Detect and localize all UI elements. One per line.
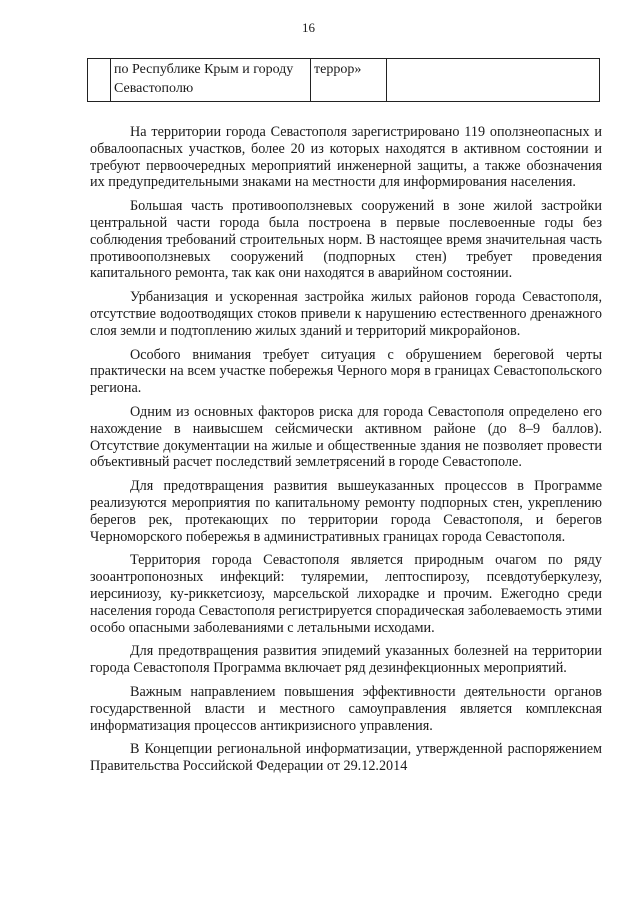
table-row — [88, 59, 600, 102]
paragraph-anti-landslide-structures: Большая часть противооползневых сооружений в зоне жилой застройки центральной части города была построена в первые послевоенные годы без соблюдения требований строительных норм. В настоящее время значительная часть противооползневых сооружений (подпорных стен) требует проведения капитального ремонта, так как они находятся в аварийном состоянии. — [90, 198, 602, 282]
paragraph-coastline: Особого внимания требует ситуация с обрушением береговой черты практически на всем участке побережья Черного моря в границах Севастопольского региона. — [90, 346, 602, 397]
paragraph-epidemics: Для предотвращения развития эпидемий указанных болезней на территории города Севастополя Программа включает ряд дезинфекционных мероприятий. — [90, 643, 602, 677]
document-body — [90, 124, 602, 782]
paragraph-infections: Территория города Севастополя является природным очагом по ряду зооантропонозных инфекций: туляремии, лептоспирозу, псевдотуберкулезу, иерсиниозу, ку-риккетсиозу, марсельской лихорадке и прочим. Ежегодно среди населения города Севастополя регистрируется спорадическая заболеваемость этими особо опасными заболеваниями с летальными исходами. — [90, 552, 602, 636]
table-cell-extra — [387, 59, 600, 102]
table-cell-number — [88, 59, 111, 102]
paragraph-prevention-measures: Для предотвращения развития вышеуказанных процессов в Программе реализуются мероприятия по капитальному ремонту подпорных стен, укреплению берегов рек, протекающих по территории города Севастополя, и берегов Черноморского побережья в административных границах города Севастополя. — [90, 478, 602, 545]
continuation-table — [87, 58, 600, 102]
paragraph-concept: В Концепции региональной информатизации, утвержденной распоряжением Правительства Российской Федерации от 29.12.2014 — [90, 741, 602, 775]
page-number: 16 — [302, 20, 315, 35]
paragraph-urbanization: Урбанизация и ускоренная застройка жилых районов города Севастополя, отсутствие водоотводящих стоков привели к нарушению естественного дренажного слоя земли и подтоплению жилых зданий и территорий микрорайонов. — [90, 289, 602, 339]
table-cell-name: террор» — [311, 59, 387, 102]
paragraph-seismic-risk: Одним из основных факторов риска для города Севастополя определено его нахождение в наивысшем сейсмически активном районе (до 8–9 баллов). Отсутствие документации на жилые и общественные здания не позволяет провести объективный расчет последствий землетрясений в городе Севастополе. — [90, 403, 602, 471]
paragraph-landslides: На территории города Севастополя зарегистрировано 119 оползнеопасных и обвалоопасных участков, более 20 из которых находятся в активном состоянии и требуют первоочередных мероприятий инженерной защиты, а также обозначения их предупредительными знаками на местности для информирования населения. — [90, 124, 602, 191]
table-cell-organization: по Республике Крым и городу Севастополю — [111, 59, 311, 102]
paragraph-informatization: Важным направлением повышения эффективности деятельности органов государственной власти и местного самоуправления является комплексная информатизация процессов антикризисного управления. — [90, 683, 602, 734]
